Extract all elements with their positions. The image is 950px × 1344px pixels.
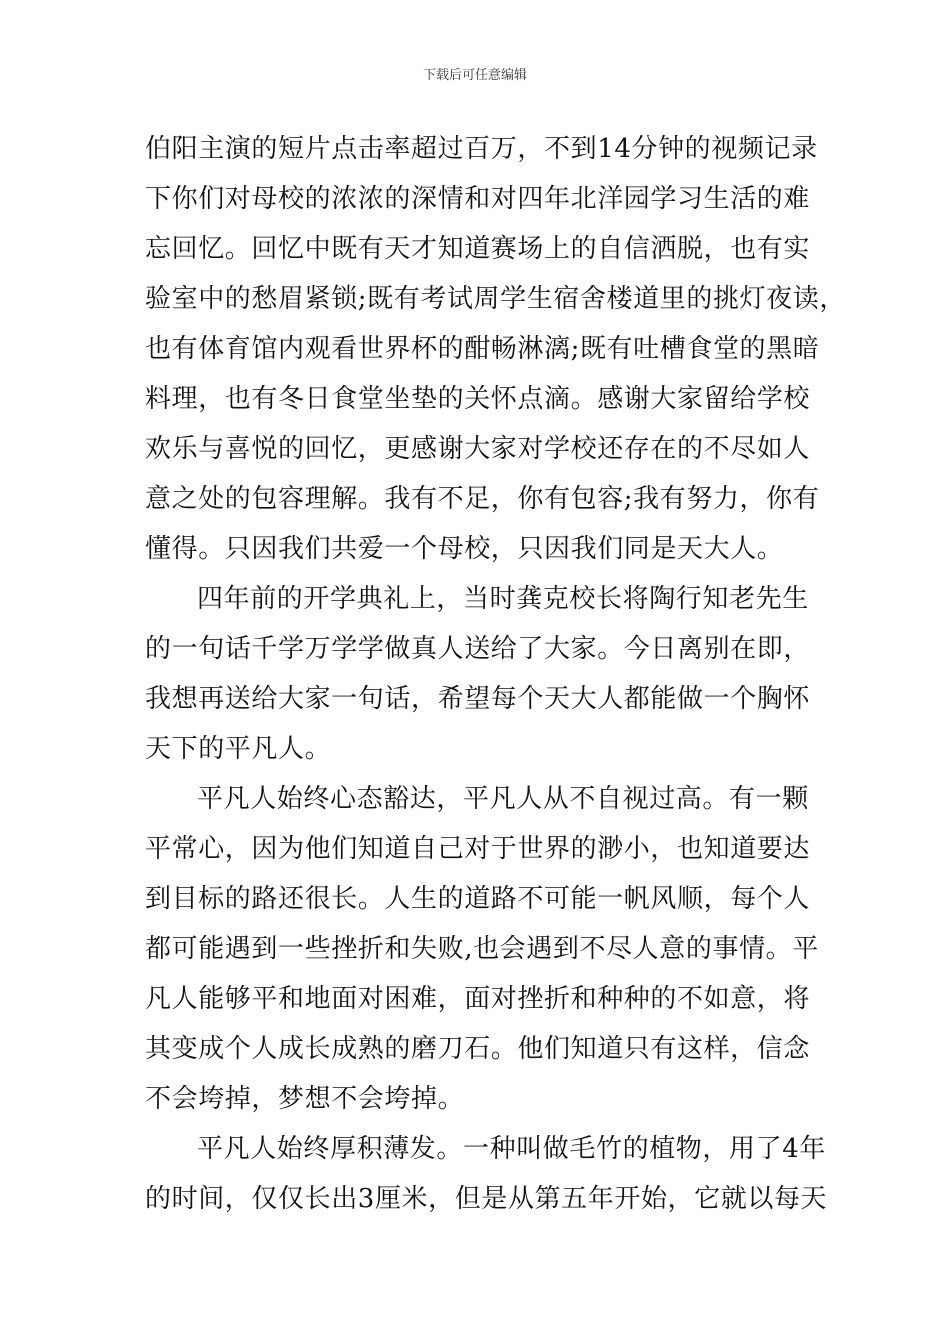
text-line: 也有体育馆内观看世界杯的酣畅淋漓;既有吐槽食堂的黑暗 (145, 334, 820, 364)
document-body (145, 124, 846, 1224)
text-line: 意之处的包容理解。我有不足，你有包容;我有努力，你有 (145, 484, 820, 514)
text-line: 天下的平凡人。 (145, 734, 332, 764)
text-line: 平凡人始终厚积薄发。一种叫做毛竹的植物，用了4年 (197, 1134, 826, 1164)
text-line: 平常心，因为他们知道自己对于世界的渺小，也知道要达 (145, 834, 811, 864)
text-line: 忘回忆。回忆中既有天才知道赛场上的自信洒脱，也有实 (145, 234, 811, 264)
page-header: 下载后可任意编辑 (422, 68, 527, 83)
text-line: 都可能遇到一些挫折和失败,也会遇到不尽人意的事情。平 (145, 934, 819, 964)
text-line: 其变成个人成长成熟的磨刀石。他们知道只有这样，信念 (145, 1034, 811, 1064)
text-line: 不会垮掉，梦想不会垮掉。 (145, 1084, 465, 1114)
text-line: 料理，也有冬日食堂坐垫的关怀点滴。感谢大家留给学校 (145, 384, 811, 414)
text-line: 伯阳主演的短片点击率超过百万，不到14分钟的视频记录 (145, 134, 818, 164)
text-line: 的时间，仅仅长出3厘米，但是从第五年开始，它就以每天 (145, 1184, 828, 1214)
text-line: 的一句话千学万学学做真人送给了大家。今日离别在即， (145, 634, 811, 664)
text-line: 平凡人始终心态豁达，平凡人从不自视过高。有一颗 (197, 784, 809, 814)
text-line: 我想再送给大家一句话，希望每个天大人都能做一个胸怀 (145, 684, 811, 714)
text-line: 到目标的路还很长。人生的道路不可能一帆风顺，每个人 (145, 884, 811, 914)
text-line: 凡人能够平和地面对困难，面对挫折和种种的不如意，将 (145, 984, 811, 1014)
text-line: 欢乐与喜悦的回忆，更感谢大家对学校还存在的不尽如人 (145, 434, 811, 464)
text-line: 四年前的开学典礼上，当时龚克校长将陶行知老先生 (197, 584, 809, 614)
text-line: 验室中的愁眉紧锁;既有考试周学生宿舍楼道里的挑灯夜读， (145, 284, 846, 314)
text-line: 下你们对母校的浓浓的深情和对四年北洋园学习生活的难 (145, 184, 811, 214)
text-line: 懂得。只因我们共爱一个母校，只因我们同是天大人。 (145, 534, 784, 564)
